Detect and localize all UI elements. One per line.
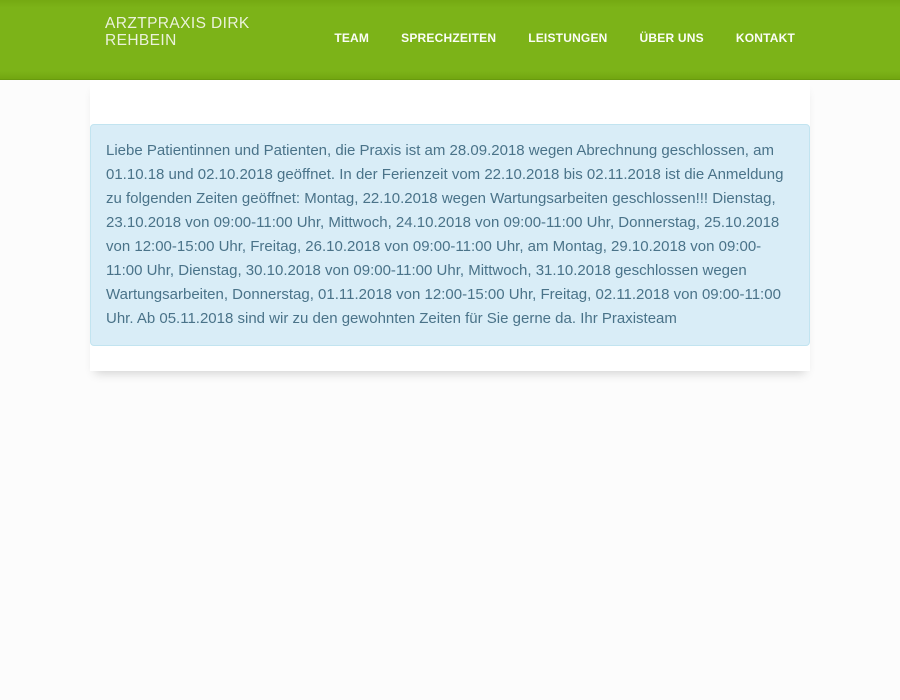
nav-item-sprechzeiten[interactable]: SPRECHZEITEN [401,31,497,45]
site-header [0,0,900,80]
nav-item-leistungen[interactable]: LEISTUNGEN [528,31,608,45]
nav-item-kontakt[interactable]: KONTAKT [735,31,795,45]
main-nav [302,0,795,45]
notice-box [90,124,810,346]
nav-item-ueber-uns[interactable]: ÜBER UNS [639,31,704,45]
notice-text: Liebe Patientinnen und Patienten, die Praxis ist am 28.09.2018 wegen Abrechnung geschlossen, am 01.10.18 und 02.10.2018 geöffnet. In der Ferienzeit vom 22.10.2018 bis 02.11.2018 ist die Anmeldung zu folgenden Zeiten geöffnet: Montag, 22.10.2018 wegen Wartungsarbeiten geschlossen!!! Dienstag, 23.10.2018 von 09:00-11:00 Uhr, Mittwoch, 24.10.2018 von 09:00-11:00 Uhr, Donnerstag, 25.10.2018 von 12:00-15:00 Uhr, Freitag, 26.10.2018 von 09:00-11:00 Uhr, am Montag, 29.10.2018 von 09:00-11:00 Uhr, Dienstag, 30.10.2018 von 09:00-11:00 Uhr, Mittwoch, 31.10.2018 geschlossen wegen Wartungsarbeiten, Donnerstag, 01.11.2018 von 12:00-15:00 Uhr, Freitag, 02.11.2018 von 09:00-11:00 Uhr. Ab 05.11.2018 sind wir zu den gewohnten Zeiten für Sie gerne da. Ihr Praxisteam [106,142,784,327]
header-container [90,0,810,79]
nav-item-team[interactable]: TEAM [334,31,370,45]
content-card [90,80,810,371]
site-title[interactable]: ARZTPRAXIS DIRK REHBEIN [105,15,250,49]
